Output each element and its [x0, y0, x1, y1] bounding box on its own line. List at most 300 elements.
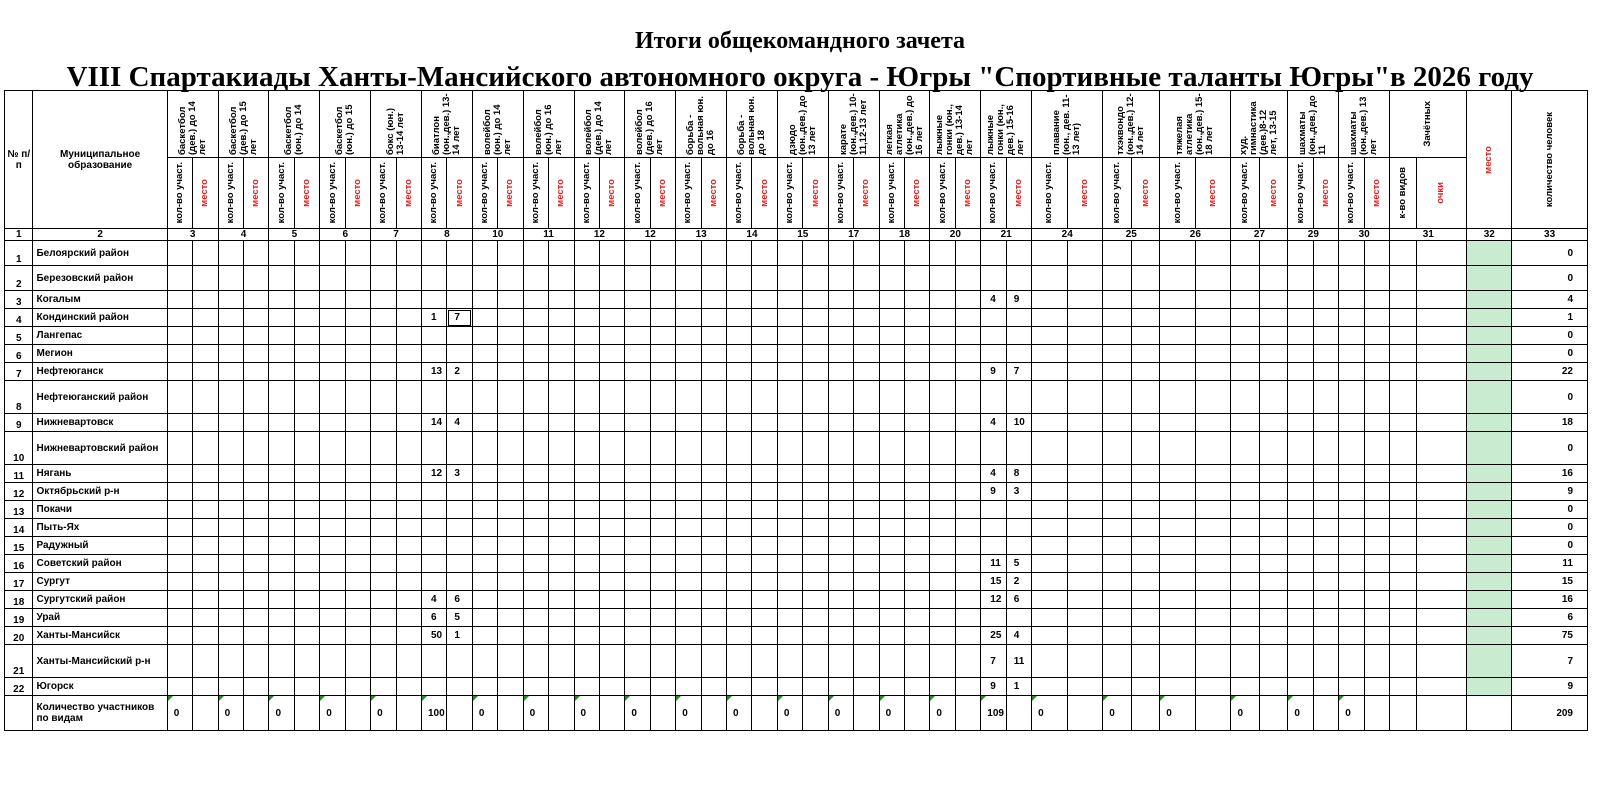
place-value — [1364, 309, 1389, 327]
place-value — [1364, 519, 1389, 537]
participant-count — [879, 381, 904, 414]
sport-total-place — [701, 696, 726, 731]
place-value — [396, 555, 421, 573]
participant-count — [1103, 309, 1131, 327]
place-value — [294, 414, 319, 432]
count-label: кол-во участ. — [275, 162, 287, 224]
place-value — [752, 555, 777, 573]
participant-count — [1032, 591, 1068, 609]
place-value — [1259, 381, 1287, 414]
place-value — [1364, 291, 1389, 309]
header-sport — [269, 91, 320, 158]
place-label: место — [301, 179, 313, 207]
overall-place — [1467, 465, 1512, 483]
place-value — [193, 465, 218, 483]
participant-count — [371, 291, 396, 309]
header-place — [244, 158, 269, 229]
participant-count — [828, 266, 853, 291]
place-total — [1467, 696, 1512, 731]
place-value — [955, 363, 980, 381]
place-value — [701, 309, 726, 327]
place-value — [549, 537, 574, 555]
sport-total-place — [447, 696, 472, 731]
participant-count — [371, 519, 396, 537]
col-number: 32 — [1467, 229, 1512, 241]
participant-count — [523, 519, 548, 537]
sport-total: 0 — [1103, 696, 1131, 731]
place-value — [345, 501, 370, 519]
participant-count — [167, 645, 192, 678]
participant-count — [930, 609, 955, 627]
participant-count — [218, 381, 243, 414]
place-value: 1 — [447, 627, 472, 645]
kinds-value — [1390, 609, 1416, 627]
place-value — [1131, 678, 1159, 696]
points-value — [1416, 414, 1467, 432]
place-value — [396, 291, 421, 309]
participant-count — [1339, 327, 1364, 345]
people-total: 0 — [1512, 266, 1588, 291]
place-value — [905, 266, 930, 291]
participant-count — [727, 627, 752, 645]
place-value — [1131, 414, 1159, 432]
participant-count — [167, 414, 192, 432]
participant-count — [574, 345, 599, 363]
participant-count — [218, 241, 243, 266]
participant-count — [167, 537, 192, 555]
place-value — [1131, 432, 1159, 465]
place-value — [955, 573, 980, 591]
row-index: 18 — [5, 591, 33, 609]
participant-count — [981, 537, 1006, 555]
header-count — [1103, 158, 1131, 229]
place-value — [1364, 609, 1389, 627]
place-value — [854, 291, 879, 309]
sport-total: 0 — [320, 696, 345, 731]
participant-count: 4 — [981, 465, 1006, 483]
participant-count — [676, 609, 701, 627]
participant-count — [523, 573, 548, 591]
points-value — [1416, 537, 1467, 555]
col-number: 33 — [1512, 229, 1588, 241]
sport-total: 0 — [167, 696, 192, 731]
participant-count — [676, 627, 701, 645]
overall-place — [1467, 678, 1512, 696]
place-value — [905, 381, 930, 414]
table-row — [5, 414, 1588, 432]
participant-count — [472, 519, 497, 537]
place-value — [193, 483, 218, 501]
people-total: 9 — [1512, 483, 1588, 501]
kinds-value — [1390, 483, 1416, 501]
participant-count — [879, 266, 904, 291]
place-value — [1259, 465, 1287, 483]
sport-total: 0 — [1032, 696, 1068, 731]
participant-count — [828, 555, 853, 573]
participant-count — [371, 327, 396, 345]
sport-total-place — [599, 696, 624, 731]
place-value — [1006, 309, 1031, 327]
participant-count — [320, 645, 345, 678]
place-value — [294, 345, 319, 363]
participant-count — [1103, 573, 1131, 591]
participant-count — [777, 645, 802, 678]
place-value — [1259, 414, 1287, 432]
participant-count — [472, 414, 497, 432]
participant-count — [1231, 483, 1259, 501]
municipality-name: Нижневартовск — [33, 414, 167, 432]
results-table — [4, 90, 1588, 731]
participant-count — [320, 291, 345, 309]
participant-count — [676, 327, 701, 345]
participant-count — [828, 241, 853, 266]
participant-count — [269, 381, 294, 414]
participant-count — [1231, 241, 1259, 266]
place-value — [1364, 266, 1389, 291]
place-value — [905, 363, 930, 381]
place-value — [549, 591, 574, 609]
sport-name: борьба - вольная юн. до 16 — [685, 96, 717, 155]
participant-count — [472, 465, 497, 483]
place-value — [244, 537, 269, 555]
participant-count — [472, 432, 497, 465]
participant-count — [879, 573, 904, 591]
participant-count — [421, 555, 446, 573]
place-value — [955, 555, 980, 573]
participant-count — [879, 678, 904, 696]
kinds-value — [1390, 465, 1416, 483]
participant-count — [676, 414, 701, 432]
place-value — [244, 432, 269, 465]
participant-count — [1103, 327, 1131, 345]
participant-count — [320, 414, 345, 432]
points-value — [1416, 627, 1467, 645]
place-value — [599, 519, 624, 537]
participant-count — [1339, 465, 1364, 483]
place-label: место — [1207, 179, 1219, 207]
place-value — [650, 465, 675, 483]
place-label: место — [860, 179, 872, 207]
participant-count — [421, 241, 446, 266]
header-sport — [1231, 91, 1288, 158]
report-title: Итоги общекомандного зачета — [634, 28, 966, 54]
count-label: кол-во участ. — [580, 162, 592, 224]
place-label: место — [1320, 179, 1332, 207]
place-value — [498, 381, 523, 414]
place-value — [498, 537, 523, 555]
municipality-name: Нижневартовский район — [33, 432, 167, 465]
participant-count — [1103, 432, 1131, 465]
people-total: 6 — [1512, 609, 1588, 627]
participant-count — [777, 309, 802, 327]
place-value — [955, 591, 980, 609]
place-value — [905, 591, 930, 609]
col-number: 1 — [5, 229, 33, 241]
place-value — [294, 309, 319, 327]
place-value — [1313, 381, 1338, 414]
overall-place — [1467, 432, 1512, 465]
participant-count — [930, 678, 955, 696]
participant-count — [777, 537, 802, 555]
participant-count — [1032, 501, 1068, 519]
participant-count — [727, 291, 752, 309]
people-total: 18 — [1512, 414, 1588, 432]
count-label: кол-во участ. — [224, 162, 236, 224]
participant-count — [879, 432, 904, 465]
place-value — [294, 465, 319, 483]
place-value — [396, 645, 421, 678]
place-value — [854, 678, 879, 696]
participant-count — [1288, 291, 1313, 309]
municipality-name: Нефтеюганск — [33, 363, 167, 381]
participant-count — [269, 627, 294, 645]
place-value — [244, 573, 269, 591]
municipality-name: Березовский район — [33, 266, 167, 291]
sport-total-place — [1313, 696, 1338, 731]
place-value — [1364, 432, 1389, 465]
place-value: 2 — [1006, 573, 1031, 591]
place-value — [345, 309, 370, 327]
place-value — [498, 465, 523, 483]
participant-count — [1339, 537, 1364, 555]
participant-count — [1288, 241, 1313, 266]
participant-count — [930, 432, 955, 465]
header-count — [269, 158, 294, 229]
municipality-name: Нягань — [33, 465, 167, 483]
people-total: 0 — [1512, 501, 1588, 519]
participant-count — [1339, 609, 1364, 627]
participant-count — [574, 241, 599, 266]
place-value — [1131, 519, 1159, 537]
place-overall-label: место — [1483, 145, 1495, 174]
participant-count — [269, 678, 294, 696]
participant-count — [828, 591, 853, 609]
participant-count — [523, 266, 548, 291]
sport-total: 0 — [930, 696, 955, 731]
row-index: 11 — [5, 465, 33, 483]
place-value — [854, 609, 879, 627]
participant-count — [167, 432, 192, 465]
participant-count: 50 — [421, 627, 446, 645]
participant-count — [269, 414, 294, 432]
participant-count — [1032, 627, 1068, 645]
kinds-value — [1390, 381, 1416, 414]
place-value — [1131, 465, 1159, 483]
header-sport — [167, 91, 218, 158]
place-value — [650, 501, 675, 519]
participant-count — [676, 678, 701, 696]
participant-count — [930, 381, 955, 414]
participant-count — [472, 645, 497, 678]
participant-count — [828, 363, 853, 381]
participant-count — [930, 327, 955, 345]
place-value — [447, 555, 472, 573]
participant-count — [1103, 537, 1131, 555]
participant-count — [1103, 345, 1131, 363]
place-value — [193, 414, 218, 432]
municipality-name: Сургут — [33, 573, 167, 591]
count-label: кол-во участ. — [529, 162, 541, 224]
place-value — [650, 241, 675, 266]
place-value — [599, 483, 624, 501]
points-value — [1416, 555, 1467, 573]
place-value — [193, 678, 218, 696]
participant-count — [218, 678, 243, 696]
place-label: место — [1079, 179, 1090, 207]
participant-count — [727, 345, 752, 363]
place-value — [650, 381, 675, 414]
col-number: 17 — [828, 229, 879, 241]
place-value: 8 — [1006, 465, 1031, 483]
place-value — [244, 345, 269, 363]
place-value — [294, 591, 319, 609]
place-value — [1131, 483, 1159, 501]
place-value — [193, 537, 218, 555]
place-value — [701, 345, 726, 363]
participant-count — [676, 465, 701, 483]
header-sport — [625, 91, 676, 158]
municipality-name: Ханты-Мансийский р-н — [33, 645, 167, 678]
place-value — [498, 555, 523, 573]
participant-count — [523, 645, 548, 678]
place-value — [1313, 678, 1338, 696]
place-value — [955, 537, 980, 555]
participant-count — [727, 465, 752, 483]
sport-name: тхэквондо (юн.,дев.) 12-14 лет — [1115, 93, 1147, 155]
place-value — [1131, 266, 1159, 291]
participant-count — [625, 519, 650, 537]
participant-count — [421, 678, 446, 696]
participant-count — [879, 363, 904, 381]
table-row — [5, 363, 1588, 381]
place-value — [1313, 483, 1338, 501]
kinds-value — [1390, 363, 1416, 381]
kinds-label: к-во видов — [1396, 167, 1408, 219]
participant-count — [320, 465, 345, 483]
place-value — [599, 501, 624, 519]
col-number: 29 — [1288, 229, 1339, 241]
kinds-value — [1390, 414, 1416, 432]
place-value — [193, 266, 218, 291]
header-kinds — [1390, 158, 1416, 229]
participant-count — [472, 501, 497, 519]
place-value — [1195, 573, 1231, 591]
sport-total-place — [549, 696, 574, 731]
participant-count — [777, 483, 802, 501]
place-value — [1313, 555, 1338, 573]
participant-count — [1160, 645, 1196, 678]
place-value — [549, 363, 574, 381]
municipality-name: Пыть-Ях — [33, 519, 167, 537]
place-value — [294, 627, 319, 645]
sport-name: волейбол (дев.) до 14 лет — [583, 101, 615, 155]
participant-count — [167, 591, 192, 609]
participant-count — [828, 309, 853, 327]
participant-count — [167, 241, 192, 266]
participant-count — [574, 414, 599, 432]
sport-name: волейбол (юн.) до 14 лет — [481, 104, 513, 155]
place-value — [650, 363, 675, 381]
place-value — [752, 537, 777, 555]
place-value — [701, 432, 726, 465]
overall-place — [1467, 591, 1512, 609]
row-index: 12 — [5, 483, 33, 501]
header-place — [1259, 158, 1287, 229]
people-total: 1 — [1512, 309, 1588, 327]
col-number: 12 — [574, 229, 625, 241]
points-value — [1416, 678, 1467, 696]
place-value — [1195, 309, 1231, 327]
participant-count — [930, 591, 955, 609]
kinds-value — [1390, 645, 1416, 678]
participant-count — [167, 465, 192, 483]
place-value — [549, 241, 574, 266]
place-value — [905, 432, 930, 465]
participant-count — [218, 609, 243, 627]
place-value — [549, 645, 574, 678]
participant-count — [676, 591, 701, 609]
participant-count — [320, 609, 345, 627]
header-sport — [879, 91, 930, 158]
participant-count — [167, 573, 192, 591]
place-value — [244, 266, 269, 291]
overall-place — [1467, 645, 1512, 678]
table-row — [5, 291, 1588, 309]
place-value — [1067, 483, 1103, 501]
municipality-name: Ханты-Мансийск — [33, 627, 167, 645]
points-value — [1416, 483, 1467, 501]
place-value — [854, 627, 879, 645]
place-value — [905, 327, 930, 345]
place-value — [1131, 645, 1159, 678]
place-value — [1313, 645, 1338, 678]
place-label: место — [758, 179, 770, 207]
participant-count — [320, 345, 345, 363]
place-value — [1067, 537, 1103, 555]
participant-count — [1339, 627, 1364, 645]
participant-count — [1339, 345, 1364, 363]
participant-count — [1231, 345, 1259, 363]
place-value — [650, 266, 675, 291]
participant-count — [1288, 363, 1313, 381]
participant-count — [828, 327, 853, 345]
participant-count: 4 — [981, 291, 1006, 309]
place-value — [294, 291, 319, 309]
table-row — [5, 678, 1588, 696]
place-value — [752, 381, 777, 414]
points-value — [1416, 266, 1467, 291]
sport-total: 0 — [1160, 696, 1196, 731]
place-value — [905, 241, 930, 266]
participant-count — [167, 309, 192, 327]
place-value — [498, 363, 523, 381]
people-count-label: количество человек — [1543, 111, 1555, 208]
participant-count — [930, 645, 955, 678]
header-place — [803, 158, 828, 229]
header-zachet — [1390, 91, 1467, 158]
participant-count — [421, 483, 446, 501]
participant-count — [1339, 678, 1364, 696]
place-value — [752, 414, 777, 432]
place-value: 11 — [1006, 645, 1031, 678]
people-total: 0 — [1512, 381, 1588, 414]
table-row — [5, 381, 1588, 414]
participant-count — [1160, 309, 1196, 327]
participant-count — [574, 627, 599, 645]
place-value — [447, 573, 472, 591]
participant-count — [1103, 414, 1131, 432]
points-value — [1416, 591, 1467, 609]
